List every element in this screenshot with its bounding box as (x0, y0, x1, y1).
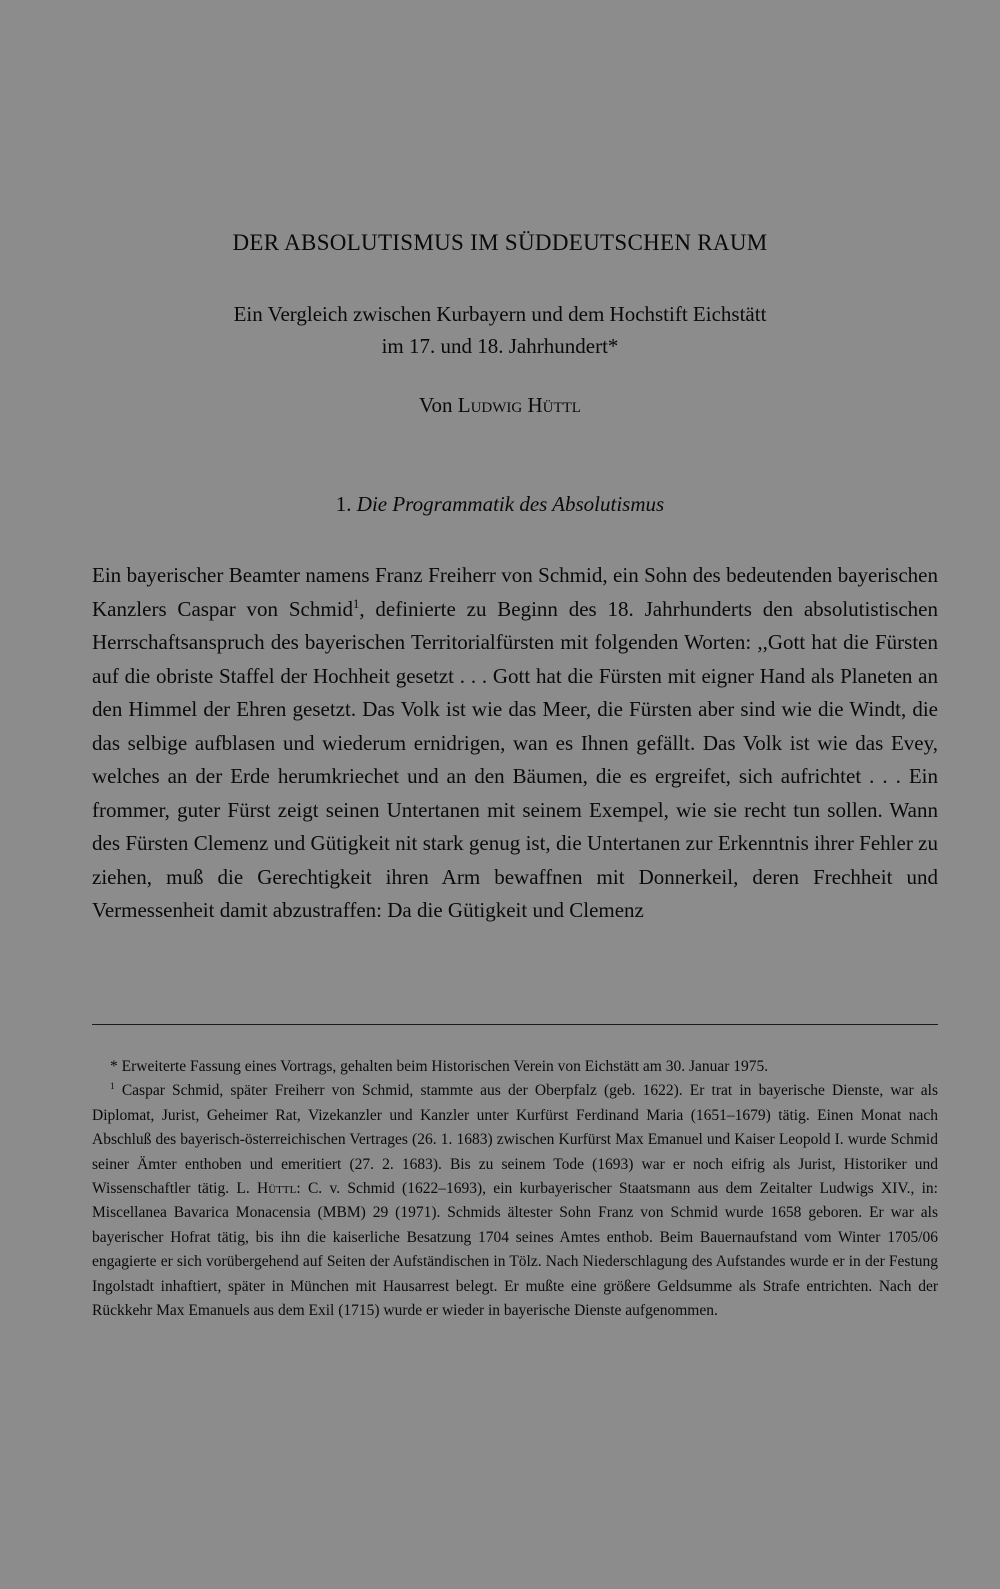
section-heading (0, 492, 1000, 517)
body-paragraph (92, 559, 938, 928)
subtitle-line-2-text: im 17. und 18. Jahrhundert (381, 334, 608, 358)
footnote-1-text-part-1: Caspar Schmid, später Freiherr von Schmid, stammte aus der Oberpfalz (geb. 1622). Er trat in bayerische Dienste, war als Diplomat, Jurist, Geheimer Rat, Vizekanzler und Kanzler unter Kurfürst Ferdinand Maria (1651–1679) tätig. Einen Monat nach Abschluß des bayerisch-österreichischen Vertrages (26. 1. 1683) zwischen Kurfürst Max Emanuel und Kaiser Leopold I. wurde Schmid seiner Ämter enthoben und emeritiert (27. 2. 1683). Bis zu seinem Tode (1693) war er noch eifrig als Jurist, Historiker und Wissenschaftler tätig. L. (92, 1082, 938, 1198)
footnotes (92, 1055, 938, 1323)
subtitle-line-2 (0, 330, 1000, 362)
article-title: DER ABSOLUTISMUS IM SÜDDEUTSCHEN RAUM (232, 230, 768, 255)
author-name: Ludwig Hüttl (457, 393, 581, 417)
footnote-star-mark: * (110, 1058, 118, 1075)
article-subtitle (0, 298, 1000, 362)
footnote-1-mark: 1 (110, 1082, 115, 1093)
author-line (0, 393, 1000, 418)
author-prefix: Von (419, 393, 458, 417)
footnote-ref-1: 1 (353, 596, 360, 611)
footnote-star-text: Erweiterte Fassung eines Vortrags, gehalten beim Historischen Verein von Eichstätt am 30. Januar 1975. (121, 1058, 769, 1075)
footnote-1-text-part-2: : C. v. Schmid (1622–1693), ein kurbayerischer Staatsmann aus dem Zeitalter Ludwigs XIV., in: Miscellanea Bavarica Monacensia (MBM) 29 (1971). Schmids ältester Sohn Franz von Schmid wurde 1658 geboren. Er war als bayerischer Hofrat tätig, bis ihn die kaiserliche Besatzung 1704 seines Amtes enthob. Beim Bauernaufstand vom Winter 1705/06 engagierte er sich vorübergehend auf Seiten der Aufständischen in Tölz. Nach Niederschlagung des Aufstandes wurde er in der Festung Ingolstadt inhaftiert, später in München mit Hausarrest belegt. Er mußte eine größere Geldsumme als Strafe entrichten. Nach der Rückkehr Max Emanuels aus dem Exil (1715) wurde er wieder in bayerische Dienste aufgenommen. (92, 1180, 938, 1320)
section-title: Die Programmatik des Absolutismus (356, 492, 665, 516)
footnote-1-author: Hüttl (257, 1180, 297, 1198)
body-text-part-1: Ein bayerischer Beamter namens Franz Freiherr von Schmid, ein Sohn des bedeutenden bayerischen Kanzlers Caspar von Schmid (92, 563, 938, 621)
section-number: 1. (335, 492, 357, 516)
body-text-part-2: , definierte zu Beginn des 18. Jahrhunderts den absolutistischen Herrschaftsanspruch des bayerischen Territorialfürsten mit folgenden Worten: ,,Gott hat die Fürsten auf die obriste Staffel der Hochheit gesetzt . . . Gott hat die Fürsten mit eigner Hand als Planeten an den Himmel der Ehren gesetzt. Das Volk ist wie das Meer, die Fürsten aber sind wie die Windt, die das selbige aufblasen und wiederum ernidrigen, wan es Ihnen gefällt. Das Volk ist wie das Evey, welches an der Erde herumkriechet und an den Bäumen, die es ergreifet, sich aufrichtet . . . Ein frommer, guter Fürst zeigt seinen Untertanen mit seinem Exempel, wie sie recht tun sollen. Wann des Fürsten Clemenz und Gütigkeit nit stark genug ist, die Untertanen zur Erkenntnis ihrer Fehler zu ziehen, muß die Gerechtigkeit ihren Arm bewaffnen mit Donnerkeil, deren Frechheit und Vermessenheit damit abzustraffen: Da die Gütigkeit und Clemenz (92, 596, 938, 922)
footnote-separator (92, 1024, 938, 1025)
subtitle-line-1: Ein Vergleich zwischen Kurbayern und dem Hochstift Eichstätt (233, 302, 767, 326)
subtitle-footnote-mark: * (607, 334, 619, 358)
footnote-1 (92, 1079, 938, 1323)
footnote-star (92, 1055, 938, 1079)
